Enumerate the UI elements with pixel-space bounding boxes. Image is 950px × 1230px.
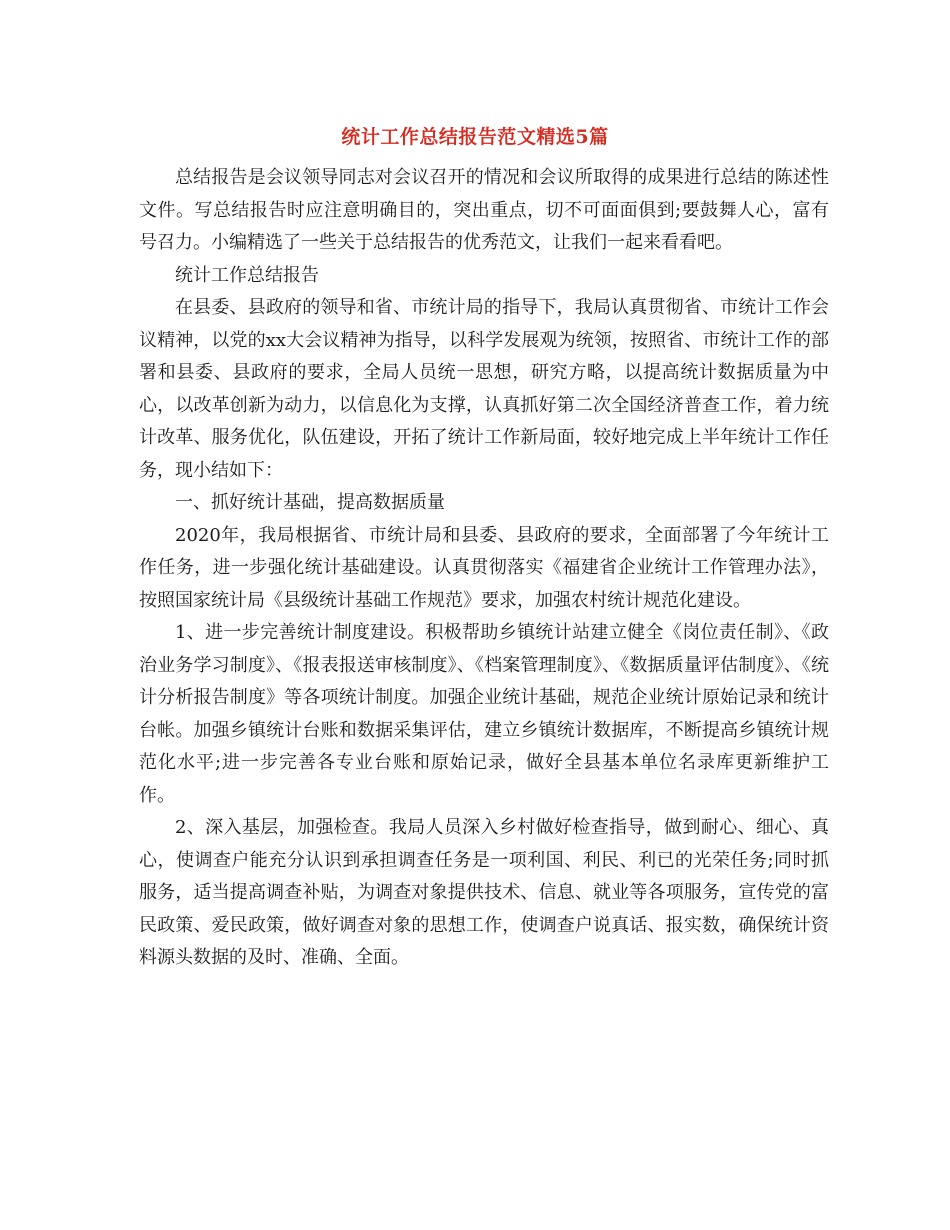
subsection-heading: 一、抓好统计基础，提高数据质量 — [175, 492, 445, 513]
document-body — [139, 162, 829, 975]
body-paragraph: 2020年，我局根据省、市统计局和县委、县政府的要求，全面部署了今年统计工作任务，进一步强化统计基础建设。认真贯彻落实《福建省企业统计工作管理办法》，按照国家统计局《县级统计基础工作规范》要求，加强农村统计规范化建设。 — [139, 524, 829, 611]
list-item-paragraph: 2、深入基层，加强检查。我局人员深入乡村做好检查指导，做到耐心、细心、真心，使调查户能充分认识到承担调查任务是一项利国、利民、利已的光荣任务;同时抓服务，适当提高调查补贴，为调查对象提供技术、信息、就业等各项服务，宣传党的富民政策、爱民政策，做好调查对象的思想工作，使调查户说真话、报实数，确保统计资料源头数据的及时、准确、全面。 — [139, 817, 829, 968]
body-paragraph: 在县委、县政府的领导和省、市统计局的指导下，我局认真贯彻省、市统计工作会议精神，以党的xx大会议精神为指导，以科学发展观为统领，按照省、市统计工作的部署和县委、县政府的要求，全局人员统一思想，研究方略，以提高统计数据质量为中心，以改革创新为动力，以信息化为支撑，认真抓好第二次全国经济普查工作，着力统计改革、服务优化，队伍建设，开拓了统计工作新局面，较好地完成上半年统计工作任务，现小结如下： — [139, 297, 829, 481]
intro-paragraph: 总结报告是会议领导同志对会议召开的情况和会议所取得的成果进行总结的陈述性文件。写总结报告时应注意明确目的，突出重点，切不可面面俱到;要鼓舞人心，富有号召力。小编精选了一些关于总结报告的优秀范文，让我们一起来看看吧。 — [139, 167, 829, 253]
section-heading: 统计工作总结报告 — [175, 264, 319, 286]
list-item-paragraph: 1、进一步完善统计制度建设。积极帮助乡镇统计站建立健全《岗位责任制》、《政治业务学习制度》、《报表报送审核制度》、《档案管理制度》、《数据质量评估制度》、《统计分析报告制度》等各项统计制度。加强企业统计基础，规范企业统计原始记录和统计台帐。加强乡镇统计台账和数据采集评估，建立乡镇统计数据库，不断提高乡镇统计规范化水平;进一步完善各专业台账和原始记录，做好全县基本单位名录库更新维护工作。 — [139, 622, 829, 806]
document-title: 统计工作总结报告范文精选5篇 — [341, 126, 609, 148]
